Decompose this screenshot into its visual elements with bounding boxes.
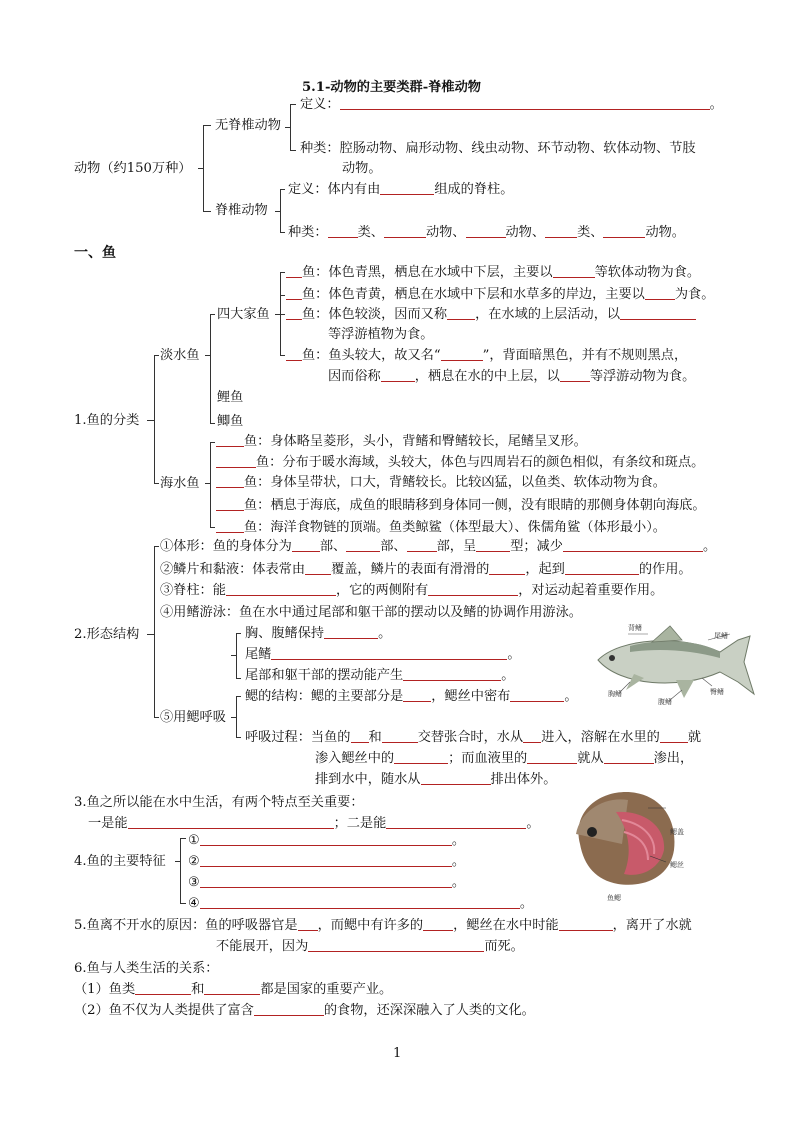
blank[interactable] (386, 815, 526, 829)
sea-fish-4: 鱼：栖息于海底，成鱼的眼睛移到身体同一侧，没有眼睛的那侧身体朝向海底。 (216, 497, 706, 515)
blank[interactable] (216, 474, 244, 488)
blank[interactable] (510, 688, 564, 702)
blank[interactable] (298, 917, 318, 931)
q4-item-1: ① 。 (188, 833, 466, 848)
morph-body-shape: ①体形：鱼的身体分为 部、 部、 部，呈 型；减少 。 (160, 539, 717, 554)
blank[interactable] (441, 347, 483, 361)
blank[interactable] (545, 224, 577, 238)
blank[interactable] (403, 688, 431, 702)
q3-question: 3.鱼之所以能在水中生活，有两个特点至关重要： (74, 795, 364, 810)
blank[interactable] (324, 625, 378, 639)
blank[interactable] (394, 750, 448, 764)
blank[interactable] (603, 224, 645, 238)
blank[interactable] (565, 561, 639, 575)
blank[interactable] (200, 874, 452, 888)
gill-label-mid: 鳃丝 (670, 861, 684, 869)
invertebrate-definition: 定义： 。 (300, 97, 723, 112)
gill-label-top: 鳃盖 (670, 828, 684, 836)
morph-scales: ②鳞片和黏液：体表常由 覆盖，鳞片的表面有滑滑的 ，起到 的作用。 (160, 562, 692, 577)
seawater-label: 海水鱼 (160, 476, 200, 491)
blank[interactable] (286, 306, 302, 320)
blank[interactable] (216, 497, 244, 511)
invertebrate-types-cont: 动物。 (342, 161, 382, 176)
blank[interactable] (403, 667, 501, 681)
blank[interactable] (340, 96, 710, 110)
carp-1: 鱼：体色青黑，栖息在水域中下层，主要以 等软体动物为食。 (286, 264, 700, 282)
invertebrate-types: 种类：腔肠动物、扁形动物、线虫动物、环节动物、软体动物、节肢 (300, 141, 696, 156)
invertebrate-label: 无脊椎动物 (215, 118, 281, 133)
blank[interactable] (216, 433, 244, 447)
carp-label: 鲤鱼 (217, 390, 244, 405)
breathing-1: 呼吸过程：当鱼的 和 交替张合时，水从 进入，溶解在水里的 就 (245, 730, 702, 745)
sea-fish-3: 鱼：身体呈带状，口大，背鳍较长。比较凶猛，以鱼类、软体动物为食。 (216, 474, 666, 492)
breathing-2: 渗入鳃丝中的 ；而血液里的 就从 渗出， (315, 751, 694, 766)
gill-photo (566, 784, 686, 894)
q6-line-2: （2）鱼不仅为人类提供了富含 的食物，还深深融入了人类的文化。 (74, 1003, 535, 1018)
carp-4: 鱼：鱼头较大，故又名“ ”，背面暗黑色，并有不规则黑点， (286, 347, 687, 365)
breathing-3: 排到水中，随水从 排出体外。 (315, 772, 557, 787)
blank[interactable] (286, 347, 302, 361)
blank[interactable] (527, 750, 577, 764)
gill-label-bottom: 鱼鳃 (607, 894, 621, 902)
blank[interactable] (128, 815, 334, 829)
four-carp-label: 四大家鱼 (217, 307, 270, 322)
blank[interactable] (447, 306, 475, 320)
blank[interactable] (380, 181, 434, 195)
blank[interactable] (407, 538, 437, 552)
fin-pectoral-pelvic: 胸、腹鳍保持 。 (245, 626, 392, 641)
blank[interactable] (560, 368, 590, 382)
blank[interactable] (226, 582, 336, 596)
blank[interactable] (489, 561, 525, 575)
blank[interactable] (466, 224, 506, 238)
morph-swim: ④用鳍游泳：鱼在水中通过尾部和躯干部的摆动以及鳍的协调作用游泳。 (160, 605, 582, 620)
q5-line-2: 不能展开，因为 而死。 (216, 939, 524, 954)
q6-title: 6.鱼与人类生活的关系： (74, 961, 219, 976)
blank[interactable] (381, 368, 415, 382)
fish-label-pectoral: 胸鳍 (608, 690, 622, 698)
sea-fish-1: 鱼：身体略呈菱形，头小，背鳍和臀鳍较长，尾鳍呈叉形。 (216, 433, 587, 451)
page-title: 5.1-动物的主要类群-脊椎动物 (302, 80, 481, 95)
crucian-label: 鲫鱼 (217, 414, 244, 429)
blank[interactable] (305, 561, 331, 575)
q6-line-1: （1）鱼类 和 都是国家的重要产业。 (74, 982, 393, 997)
page-number: 1 (393, 1046, 402, 1061)
blank[interactable] (271, 646, 507, 660)
blank[interactable] (346, 538, 380, 552)
fish-label-dorsal: 背鳍 (628, 624, 642, 632)
blank[interactable] (135, 981, 191, 995)
q3-answers: 一是能 ；二是能 。 (88, 816, 540, 831)
tree-root: 动物（约150万种） (74, 161, 192, 176)
fin-tail: 尾鳍 。 (245, 647, 521, 662)
blank[interactable] (423, 917, 453, 931)
gill-structure: 鳃的结构：鳃的主要部分是 ，鳃丝中密布 。 (245, 689, 578, 704)
blank[interactable] (660, 729, 688, 743)
carp-3: 鱼：体色较淡，因而又称 ，在水域的上层活动，以 (286, 306, 696, 324)
blank[interactable] (523, 729, 541, 743)
blank[interactable] (351, 729, 369, 743)
morph-spine: ③脊柱：能 ，它的两侧附有 ，对运动起着重要作用。 (160, 583, 664, 598)
blank[interactable] (553, 264, 595, 278)
carp-3-cont: 等浮游植物为食。 (328, 327, 434, 342)
blank[interactable] (645, 286, 675, 300)
sea-fish-5: 鱼：海洋食物链的顶端。鱼类鲸鲨（体型最大）、侏儒角鲨（体形最小）。 (216, 519, 666, 537)
blank[interactable] (328, 224, 358, 238)
blank[interactable] (421, 771, 491, 785)
vertebrate-types: 种类： 类、 动物、 动物、 类、 动物。 (288, 225, 685, 240)
blank[interactable] (604, 750, 654, 764)
blank[interactable] (476, 538, 510, 552)
classification-label: 1.鱼的分类 (74, 413, 140, 428)
vertebrate-label: 脊椎动物 (215, 203, 268, 218)
blank[interactable] (382, 729, 418, 743)
blank[interactable] (200, 895, 520, 909)
blank[interactable] (286, 286, 302, 300)
fish-label-pelvic: 腹鳍 (658, 698, 672, 706)
blank[interactable] (200, 832, 452, 846)
q5-line-1: 5.鱼离不开水的原因：鱼的呼吸器官是 ，而鳃中有许多的 ，鳃丝在水中时能 ，离开了水就 (74, 918, 692, 933)
fish-label-anal: 臀鳍 (710, 688, 724, 696)
morph-gill-label: ⑤用鳃呼吸 (160, 710, 226, 725)
blank[interactable] (200, 853, 452, 867)
blank[interactable] (292, 538, 320, 552)
blank[interactable] (216, 519, 244, 533)
carp-2: 鱼：体色青黄，栖息在水域中下层和水草多的岸边，主要以 为食。 (286, 286, 714, 304)
blank[interactable] (563, 538, 703, 552)
blank[interactable] (308, 938, 484, 952)
section-heading-fish: 一、鱼 (74, 245, 116, 261)
fish-label-tail: 尾鳍 (714, 632, 728, 640)
morphology-label: 2.形态结构 (74, 627, 140, 642)
freshwater-label: 淡水鱼 (160, 348, 200, 363)
blank[interactable] (384, 224, 426, 238)
blank[interactable] (216, 454, 256, 468)
carp-4-cont: 因而俗称 ，栖息在水的中上层，以 等浮游动物为食。 (328, 369, 696, 384)
blank[interactable] (428, 582, 518, 596)
q4-item-3: ③ 。 (188, 875, 466, 890)
sea-fish-2: 鱼：分布于暖水海域，头较大，体色与四周岩石的颜色相似，有条纹和斑点。 (216, 454, 704, 472)
vertebrate-definition: 定义：体内有由 组成的脊柱。 (288, 182, 514, 197)
blank[interactable] (559, 917, 613, 931)
q4-label: 4.鱼的主要特征 (74, 854, 166, 869)
q4-item-4: ④ 。 (188, 896, 534, 911)
blank[interactable] (620, 306, 696, 320)
blank[interactable] (286, 264, 302, 278)
blank[interactable] (204, 981, 260, 995)
fin-trunk: 尾部和躯干部的摆动能产生 。 (245, 668, 515, 683)
blank[interactable] (254, 1002, 324, 1016)
q4-item-2: ② 。 (188, 854, 466, 869)
